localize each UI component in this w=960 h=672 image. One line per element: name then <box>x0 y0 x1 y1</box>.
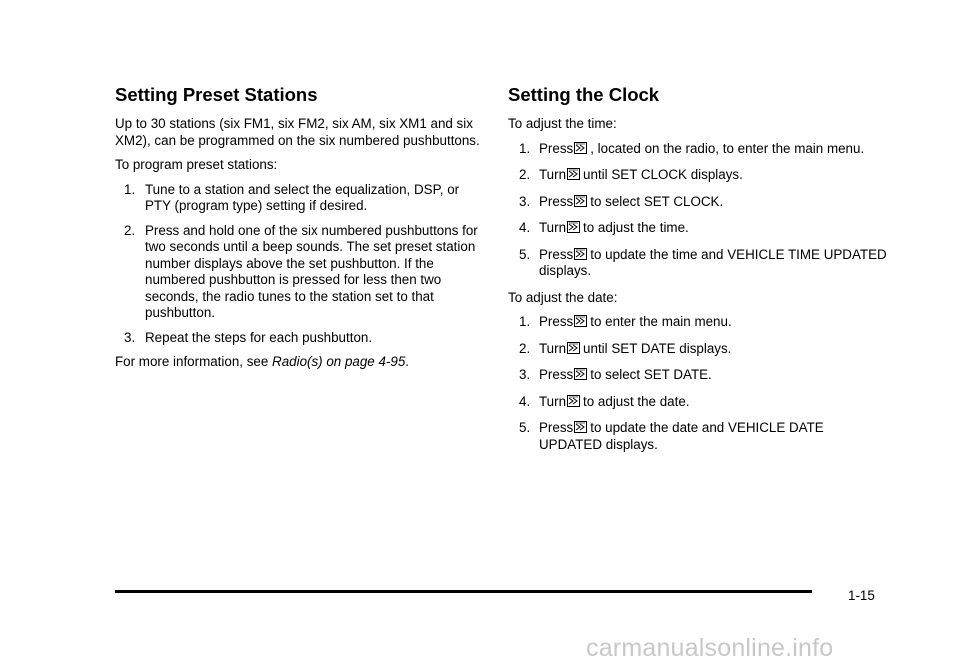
clock-step: 3. Press to select SET DATE. <box>519 367 712 382</box>
tune-seek-knob-icon <box>567 168 580 180</box>
tune-seek-knob-icon <box>567 342 580 354</box>
clock-step: 2. Turn until SET DATE displays. <box>519 340 732 356</box>
more-info-paragraph: For more information, see Radio(s) on page 4-95. <box>115 354 410 369</box>
tune-seek-knob-icon <box>574 368 587 380</box>
time-steps-list <box>508 141 888 280</box>
tune-seek-knob-icon <box>574 195 587 207</box>
preset-stations-title: Setting Preset Stations <box>115 84 318 105</box>
clock-step: 1. Press to enter the main menu. <box>519 314 732 329</box>
preset-step: 3. Repeat the steps for each pushbutton. <box>124 329 373 345</box>
site-watermark: carmanualsonline.info <box>586 634 834 662</box>
set-clock-section <box>508 84 888 463</box>
clock-step: 2. Turn until SET CLOCK displays. <box>519 167 743 182</box>
adjust-date-heading: To adjust the date: <box>508 289 618 305</box>
program-presets-heading: To program preset stations: <box>115 157 278 172</box>
tune-seek-knob-icon <box>567 221 580 233</box>
preset-step: 1. Tune to a station and select the equalization, DSP, or PTY (program type) setting if desired. <box>124 181 460 213</box>
clock-step: 3. Press to select SET CLOCK. <box>519 193 724 209</box>
clock-step: 5. Press to update the time and VEHICLE TIME UPDATED displays. <box>519 246 887 278</box>
page-number: 1-15 <box>848 588 875 603</box>
preset-steps-list <box>115 182 485 347</box>
preset-stations-section <box>115 84 485 379</box>
tune-seek-knob-icon <box>567 395 580 407</box>
adjust-time-heading: To adjust the time: <box>508 116 617 131</box>
preset-step: 2. Press and hold one of the six numbered pushbuttons for two seconds until a beep sounds. The set preset station number displays above the set pushbutton. If the numbered pushbutton is pressed for less then two seconds, the radio tunes to the station set to that pushbutton. <box>124 222 478 320</box>
clock-step: 4. Turn to adjust the date. <box>519 393 690 409</box>
clock-step: 4. Turn to adjust the time. <box>519 220 689 235</box>
footer-rule <box>115 590 812 593</box>
tune-seek-knob-icon <box>574 248 587 260</box>
tune-seek-knob-icon <box>574 315 587 327</box>
set-clock-title: Setting the Clock <box>508 84 660 105</box>
date-steps-list <box>508 314 888 453</box>
tune-seek-knob-icon <box>574 142 587 154</box>
radio-page-reference-link[interactable]: Radio(s) on page 4-95 <box>272 354 406 369</box>
clock-step: 1. Press , located on the radio, to enter the main menu. <box>519 140 865 156</box>
tune-seek-knob-icon <box>574 421 587 433</box>
preset-stations-intro: Up to 30 stations (six FM1, six FM2, six AM, six XM1 and six XM2), can be programmed on the six numbered pushbuttons. <box>115 116 480 148</box>
clock-step: 5. Press to update the date and VEHICLE DATE UPDATED displays. <box>519 420 824 452</box>
